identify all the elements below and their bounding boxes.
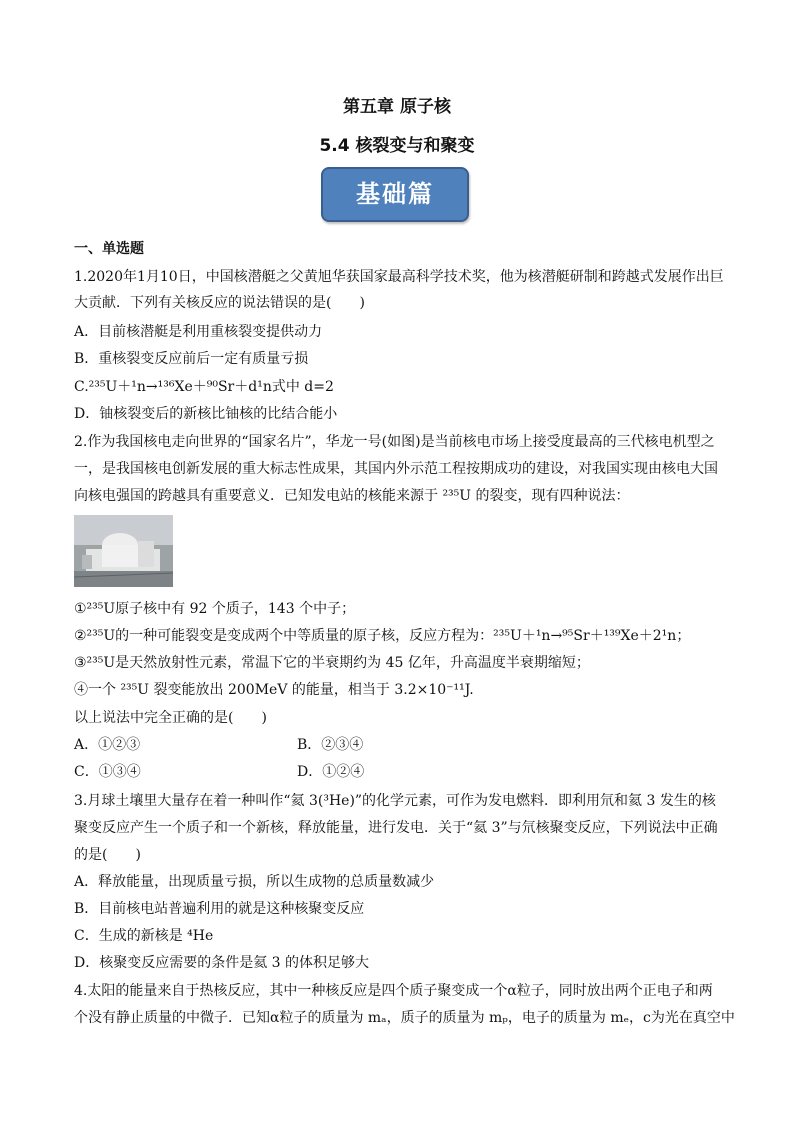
q1-option-b: B．重核裂变反应前后一定有质量亏损 xyxy=(74,351,309,367)
q1-stem-line2: 大贡献．下列有关核反应的说法错误的是( ) xyxy=(74,295,365,311)
q2-question: 以上说法中完全正确的是( ) xyxy=(74,710,267,726)
chapter-title: 第五章 原子核 xyxy=(343,97,451,117)
q3-option-c: C．生成的新核是 ⁴He xyxy=(74,928,214,944)
nuclear-plant-photo xyxy=(74,515,173,587)
q2-stem-line3: 向核电强国的跨越具有重要意义．已知发电站的核能来源于 ²³⁵U 的裂变，现有四种说法： xyxy=(74,488,630,504)
q1-option-a: A．目前核潜艇是利用重核裂变提供动力 xyxy=(74,324,323,340)
q1-option-c: C.²³⁵U＋¹n→¹³⁶Xe＋⁹⁰Sr＋d¹n式中 d=2 xyxy=(74,379,334,395)
section-title: 5.4 核裂变与和聚变 xyxy=(319,136,475,156)
q2-option-a: A．①②③ xyxy=(74,737,141,753)
level-badge: 基础篇 xyxy=(321,167,469,222)
q3-stem-line3: 的是( ) xyxy=(74,847,141,863)
q3-option-d: D．核聚变反应需要的条件是氦 3 的体积足够大 xyxy=(74,955,370,971)
q2-statement-1: ①²³⁵U原子核中有 92 个质子，143 个中子； xyxy=(74,601,356,617)
q2-option-d: D．①②④ xyxy=(297,764,365,780)
q2-statement-3: ③²³⁵U是天然放射性元素，常温下它的半衰期约为 45 亿年，升高温度半衰期缩短； xyxy=(74,655,590,671)
q2-statement-4: ④一个 ²³⁵U 裂变能放出 200MeV 的能量，相当于 3.2×10⁻¹¹J. xyxy=(74,682,474,698)
q2-option-b: B．②③④ xyxy=(297,737,364,753)
q2-option-c: C．①③④ xyxy=(74,764,141,780)
q2-statement-2: ②²³⁵U的一种可能裂变是变成两个中等质量的原子核，反应方程为：²³⁵U＋¹n→⁹⁵Sr＋¹³⁹Xe＋2¹n； xyxy=(74,628,691,644)
section-heading: 一、单选题 xyxy=(74,241,144,257)
nuclear-plant-illustration xyxy=(74,515,173,587)
q2-stem-line2: 一，是我国核电创新发展的重大标志性成果，其国内外示范工程按期成功的建设，对我国实现由核电大国 xyxy=(74,461,718,477)
q3-stem-line1: 3.月球土壤里大量存在着一种叫作“氦 3(³He)”的化学元素，可作为发电燃料．即利用氘和氦 3 发生的核 xyxy=(74,793,716,809)
q1-stem-line1: 1.2020年1月10日，中国核潜艇之父黄旭华获国家最高科学技术奖，他为核潜艇研制和跨越式发展作出巨 xyxy=(74,269,724,285)
q2-stem-line1: 2.作为我国核电走向世界的“国家名片”，华龙一号(如图)是当前核电市场上接受度最高的三代核电机型之 xyxy=(74,434,715,450)
q1-option-d: D．铀核裂变后的新核比铀核的比结合能小 xyxy=(74,406,338,422)
q3-stem-line2: 聚变反应产生一个质子和一个新核，释放能量，进行发电．关于“氦 3”与氘核聚变反应，下列说法中正确 xyxy=(74,820,718,836)
q3-option-b: B．目前核电站普遍利用的就是这种核聚变反应 xyxy=(74,901,365,917)
q4-stem-line2: 个没有静止质量的中微子．已知α粒子的质量为 mₐ，质子的质量为 mₚ，电子的质量为 mₑ，c为光在真空中 xyxy=(74,1010,735,1026)
q4-stem-line1: 4.太阳的能量来自于热核反应，其中一种核反应是四个质子聚变成一个α粒子，同时放出两个正电子和两 xyxy=(74,983,713,999)
q3-option-a: A．释放能量，出现质量亏损，所以生成物的总质量数减少 xyxy=(74,874,435,890)
